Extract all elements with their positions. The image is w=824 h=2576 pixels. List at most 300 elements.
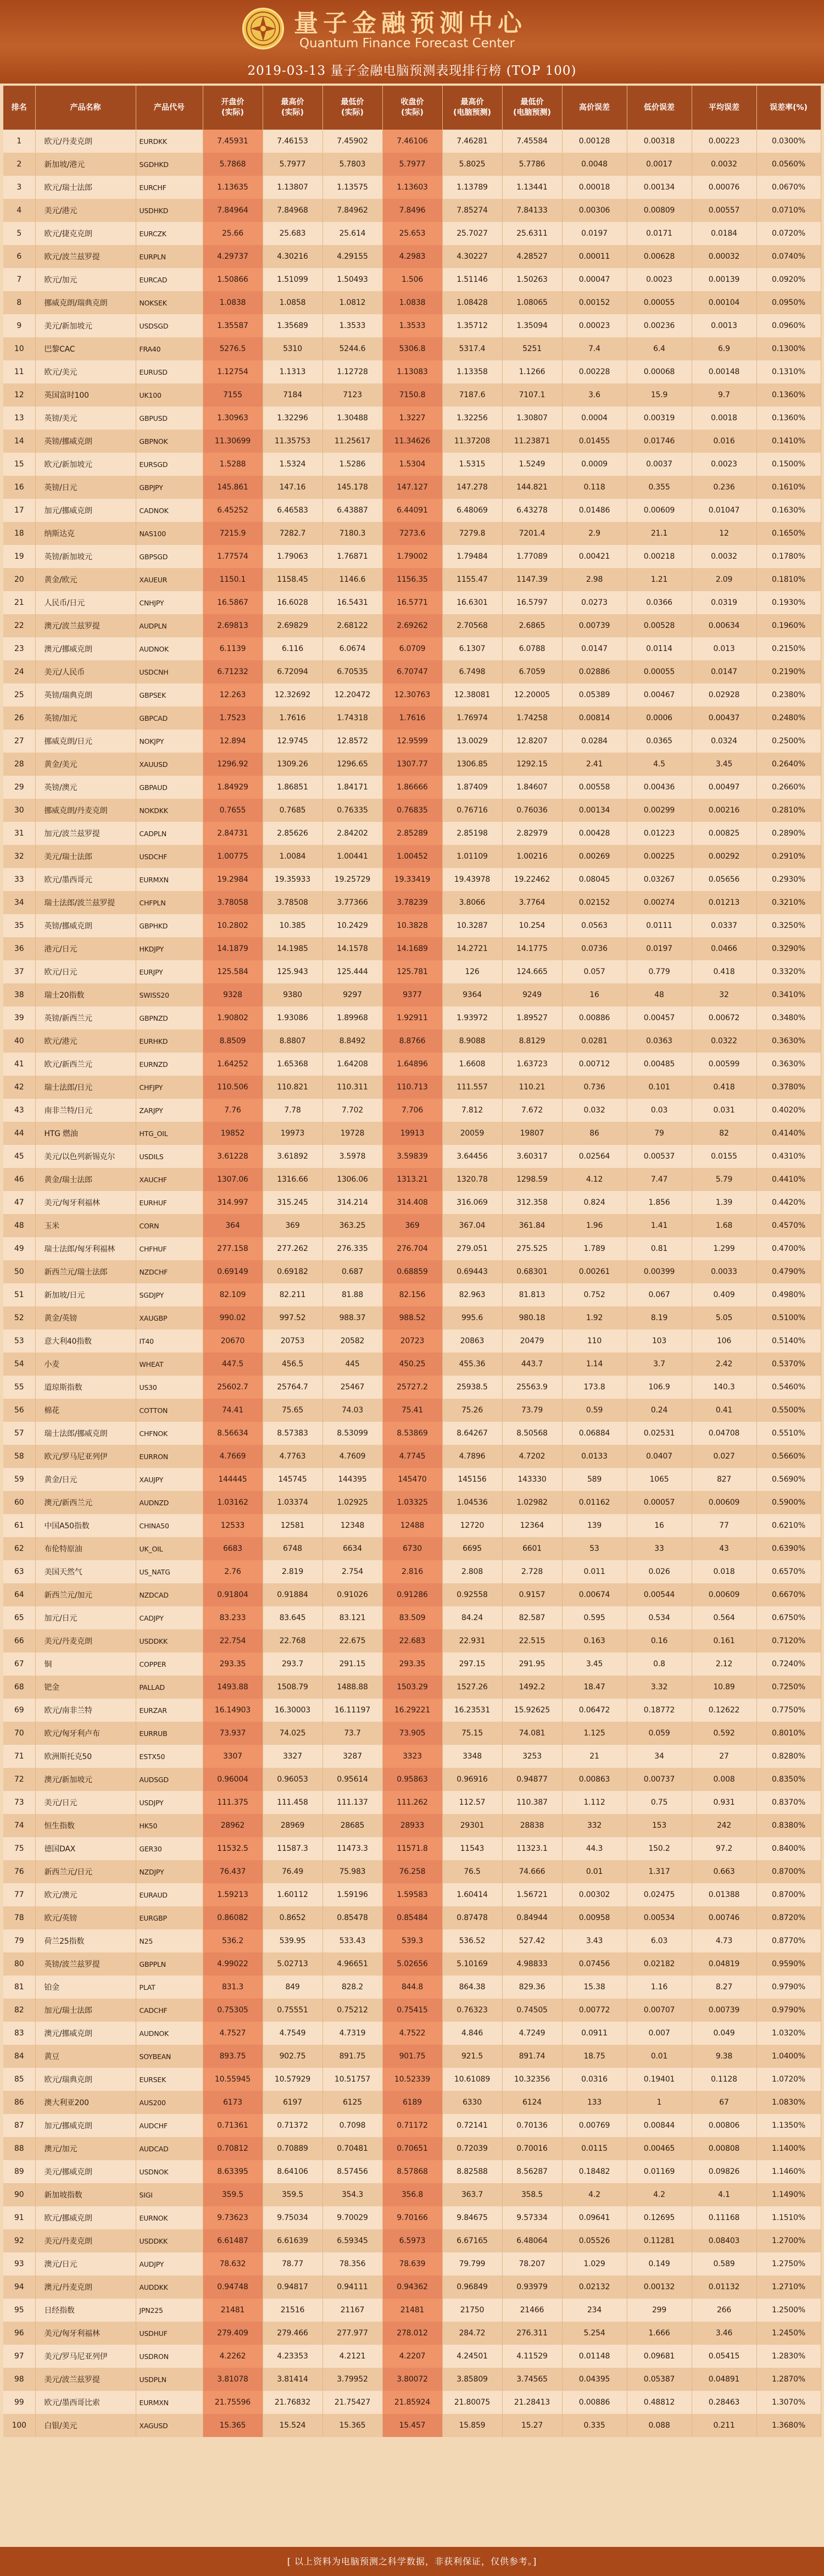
cell-low: 12.8572 bbox=[322, 730, 382, 753]
cell-close: 278.012 bbox=[382, 2322, 442, 2345]
cell-rank: 59 bbox=[3, 1468, 35, 1491]
cell-rank: 27 bbox=[3, 730, 35, 753]
cell-pred-low: 78.207 bbox=[502, 2252, 562, 2275]
cell-avg-err: 0.663 bbox=[692, 1860, 756, 1883]
table-row bbox=[3, 268, 821, 291]
cell-code: NOKSEK bbox=[136, 291, 203, 314]
cell-pred-low: 6.43278 bbox=[502, 499, 562, 522]
cell-low: 0.95614 bbox=[322, 1768, 382, 1791]
cell-code: XAUCHF bbox=[136, 1168, 203, 1191]
cell-low-err: 0.02531 bbox=[627, 1422, 692, 1445]
cell-high: 369 bbox=[263, 1214, 322, 1237]
cell-low: 16.11197 bbox=[322, 1699, 382, 1722]
cell-pred-high: 1306.85 bbox=[442, 753, 502, 776]
table-row bbox=[3, 1583, 821, 1606]
cell-close: 0.70651 bbox=[382, 2137, 442, 2160]
cell-name: 英镑/波兰兹罗提 bbox=[35, 1952, 136, 1976]
cell-pred-low: 1.84607 bbox=[502, 776, 562, 799]
cell-err-rate: 0.4420% bbox=[756, 1191, 821, 1214]
cell-low-err: 7.47 bbox=[627, 1168, 692, 1191]
cell-low: 110.311 bbox=[322, 1076, 382, 1099]
cell-low-err: 79 bbox=[627, 1122, 692, 1145]
cell-close: 276.704 bbox=[382, 1237, 442, 1260]
cell-code: HKDJPY bbox=[136, 937, 203, 960]
cell-pred-high: 367.04 bbox=[442, 1214, 502, 1237]
cell-err-rate: 0.3780% bbox=[756, 1076, 821, 1099]
cell-open: 6.61487 bbox=[203, 2229, 263, 2252]
cell-rank: 66 bbox=[3, 1629, 35, 1653]
cell-high-err: 0.0133 bbox=[562, 1445, 627, 1468]
cell-avg-err: 0.0155 bbox=[692, 1145, 756, 1168]
cell-pred-low: 0.74505 bbox=[502, 1999, 562, 2022]
cell-pred-high: 6330 bbox=[442, 2091, 502, 2114]
cell-high: 4.7763 bbox=[263, 1445, 322, 1468]
cell-pred-low: 4.7202 bbox=[502, 1445, 562, 1468]
cell-name: 意大利40指数 bbox=[35, 1329, 136, 1353]
cell-name: 新西兰元/加元 bbox=[35, 1583, 136, 1606]
cell-code: XAUGBP bbox=[136, 1306, 203, 1329]
cell-pred-low: 73.79 bbox=[502, 1399, 562, 1422]
cell-code: EURRON bbox=[136, 1445, 203, 1468]
cell-open: 7.84964 bbox=[203, 199, 263, 222]
cell-name: 澳元/波兰兹罗提 bbox=[35, 614, 136, 637]
cell-high: 74.025 bbox=[263, 1722, 322, 1745]
cell-pred-low: 25.6311 bbox=[502, 222, 562, 245]
cell-close: 6.5973 bbox=[382, 2229, 442, 2252]
cell-high: 0.94817 bbox=[263, 2275, 322, 2299]
table-row bbox=[3, 1191, 821, 1214]
cell-pred-low: 0.93979 bbox=[502, 2275, 562, 2299]
cell-err-rate: 0.1960% bbox=[756, 614, 821, 637]
table-row bbox=[3, 1606, 821, 1629]
cell-code: GBPHKD bbox=[136, 914, 203, 937]
cell-low: 25467 bbox=[322, 1376, 382, 1399]
cell-avg-err: 0.01388 bbox=[692, 1883, 756, 1906]
cell-code: NOKJPY bbox=[136, 730, 203, 753]
cell-open: 21481 bbox=[203, 2299, 263, 2322]
cell-low: 1.12728 bbox=[322, 360, 382, 383]
cell-high-err: 173.8 bbox=[562, 1376, 627, 1399]
cell-pred-high: 11.37208 bbox=[442, 430, 502, 453]
cell-avg-err: 0.41 bbox=[692, 1399, 756, 1422]
cell-pred-high: 0.76716 bbox=[442, 799, 502, 822]
cell-pred-low: 8.8129 bbox=[502, 1030, 562, 1053]
cell-err-rate: 0.3480% bbox=[756, 1006, 821, 1030]
cell-low: 73.7 bbox=[322, 1722, 382, 1745]
cell-low: 7.702 bbox=[322, 1099, 382, 1122]
cell-high-err: 0.00674 bbox=[562, 1583, 627, 1606]
cell-close: 21481 bbox=[382, 2299, 442, 2322]
cell-high-err: 0.0147 bbox=[562, 637, 627, 660]
cell-avg-err: 0.00609 bbox=[692, 1583, 756, 1606]
cell-open: 6.45252 bbox=[203, 499, 263, 522]
cell-err-rate: 1.3070% bbox=[756, 2391, 821, 2414]
cell-name: 新西兰元/瑞士法郎 bbox=[35, 1260, 136, 1283]
cell-rank: 96 bbox=[3, 2322, 35, 2345]
cell-close: 3.59839 bbox=[382, 1145, 442, 1168]
cell-close: 1.7616 bbox=[382, 706, 442, 730]
cell-high-err: 53 bbox=[562, 1537, 627, 1560]
cell-rank: 75 bbox=[3, 1837, 35, 1860]
cell-name: 欧元/瑞士法郎 bbox=[35, 176, 136, 199]
cell-code: WHEAT bbox=[136, 1353, 203, 1376]
cell-low-err: 0.00299 bbox=[627, 799, 692, 822]
cell-close: 22.683 bbox=[382, 1629, 442, 1653]
cell-close: 110.713 bbox=[382, 1076, 442, 1099]
table-row bbox=[3, 1306, 821, 1329]
cell-open: 1.59213 bbox=[203, 1883, 263, 1906]
cell-name: 玉米 bbox=[35, 1214, 136, 1237]
cell-close: 1.5304 bbox=[382, 453, 442, 476]
cell-low-err: 0.00068 bbox=[627, 360, 692, 383]
cell-code: EURPLN bbox=[136, 245, 203, 268]
cell-high: 10.385 bbox=[263, 914, 322, 937]
cell-low: 6125 bbox=[322, 2091, 382, 2114]
cell-err-rate: 0.4790% bbox=[756, 1260, 821, 1283]
table-row bbox=[3, 1006, 821, 1030]
cell-name: 欧元/英镑 bbox=[35, 1906, 136, 1929]
cell-code: SOYBEAN bbox=[136, 2045, 203, 2068]
cell-name: 美元/波兰兹罗提 bbox=[35, 2368, 136, 2391]
cell-pred-high: 16.23531 bbox=[442, 1699, 502, 1722]
cell-pred-high: 8.64267 bbox=[442, 1422, 502, 1445]
cell-err-rate: 1.0400% bbox=[756, 2045, 821, 2068]
cell-err-rate: 1.2830% bbox=[756, 2345, 821, 2368]
cell-pred-high: 0.69443 bbox=[442, 1260, 502, 1283]
cell-avg-err: 0.01132 bbox=[692, 2275, 756, 2299]
cell-avg-err: 0.05415 bbox=[692, 2345, 756, 2368]
cell-avg-err: 5.79 bbox=[692, 1168, 756, 1191]
cell-open: 6.1139 bbox=[203, 637, 263, 660]
cell-close: 7.706 bbox=[382, 1099, 442, 1122]
cell-high-err: 0.00152 bbox=[562, 291, 627, 314]
cell-pred-high: 75.26 bbox=[442, 1399, 502, 1422]
cell-avg-err: 0.09826 bbox=[692, 2160, 756, 2183]
cell-low-err: 0.16 bbox=[627, 1629, 692, 1653]
table-row bbox=[3, 2322, 821, 2345]
cell-low-err: 0.0006 bbox=[627, 706, 692, 730]
cell-close: 75.41 bbox=[382, 1399, 442, 1422]
cell-high-err: 0.00886 bbox=[562, 2391, 627, 2414]
cell-low: 4.7319 bbox=[322, 2022, 382, 2045]
cell-low: 1.5286 bbox=[322, 453, 382, 476]
cell-open: 20670 bbox=[203, 1329, 263, 1353]
cell-err-rate: 0.5690% bbox=[756, 1468, 821, 1491]
table-row bbox=[3, 983, 821, 1006]
cell-low: 291.15 bbox=[322, 1653, 382, 1676]
cell-err-rate: 0.0710% bbox=[756, 199, 821, 222]
cell-err-rate: 0.3320% bbox=[756, 960, 821, 983]
cell-pred-low: 6.48064 bbox=[502, 2229, 562, 2252]
cell-rank: 83 bbox=[3, 2022, 35, 2045]
cell-pred-low: 82.587 bbox=[502, 1606, 562, 1629]
cell-high-err: 0.0911 bbox=[562, 2022, 627, 2045]
cell-high: 82.211 bbox=[263, 1283, 322, 1306]
cell-close: 0.94362 bbox=[382, 2275, 442, 2299]
cell-low: 1.0812 bbox=[322, 291, 382, 314]
cell-low-err: 33 bbox=[627, 1537, 692, 1560]
cell-name: 英镑/挪威克朗 bbox=[35, 914, 136, 937]
cell-avg-err: 67 bbox=[692, 2091, 756, 2114]
cell-close: 1503.29 bbox=[382, 1676, 442, 1699]
cell-code: USDCHF bbox=[136, 845, 203, 868]
cell-close: 14.1689 bbox=[382, 937, 442, 960]
cell-high-err: 3.6 bbox=[562, 383, 627, 407]
cell-avg-err: 0.04891 bbox=[692, 2368, 756, 2391]
cell-open: 0.69149 bbox=[203, 1260, 263, 1283]
cell-high: 3327 bbox=[263, 1745, 322, 1768]
table-row bbox=[3, 868, 821, 891]
table-row bbox=[3, 845, 821, 868]
cell-open: 14.1879 bbox=[203, 937, 263, 960]
cell-high-err: 0.0284 bbox=[562, 730, 627, 753]
cell-err-rate: 0.8700% bbox=[756, 1883, 821, 1906]
cell-low: 1488.88 bbox=[322, 1676, 382, 1699]
cell-code: GBPAUD bbox=[136, 776, 203, 799]
cell-rank: 88 bbox=[3, 2137, 35, 2160]
cell-code: EURNZD bbox=[136, 1053, 203, 1076]
cell-close: 125.781 bbox=[382, 960, 442, 983]
cell-high-err: 44.3 bbox=[562, 1837, 627, 1860]
cell-rank: 1 bbox=[3, 130, 35, 153]
column-header-close: 收盘价 (实际) bbox=[382, 86, 442, 130]
cell-pred-low: 0.68301 bbox=[502, 1260, 562, 1283]
cell-rank: 53 bbox=[3, 1329, 35, 1353]
cell-high: 359.5 bbox=[263, 2183, 322, 2206]
cell-low-err: 0.00544 bbox=[627, 1583, 692, 1606]
cell-open: 364 bbox=[203, 1214, 263, 1237]
cell-avg-err: 0.04708 bbox=[692, 1422, 756, 1445]
cell-close: 1.506 bbox=[382, 268, 442, 291]
cell-high: 1.32296 bbox=[263, 407, 322, 430]
cell-low: 1.89968 bbox=[322, 1006, 382, 1030]
cell-pred-high: 1.13358 bbox=[442, 360, 502, 383]
cell-pred-low: 14.1775 bbox=[502, 937, 562, 960]
cell-high-err: 0.00306 bbox=[562, 199, 627, 222]
cell-avg-err: 0.00216 bbox=[692, 799, 756, 822]
cell-high: 147.16 bbox=[263, 476, 322, 499]
cell-low-err: 1 bbox=[627, 2091, 692, 2114]
cell-pred-low: 9.57334 bbox=[502, 2206, 562, 2229]
cell-avg-err: 0.0013 bbox=[692, 314, 756, 337]
cell-avg-err: 0.0033 bbox=[692, 1260, 756, 1283]
cell-code: SIGI bbox=[136, 2183, 203, 2206]
cell-close: 6.70747 bbox=[382, 660, 442, 683]
cell-rank: 100 bbox=[3, 2414, 35, 2437]
cell-high-err: 0.02152 bbox=[562, 891, 627, 914]
cell-pred-low: 19.22462 bbox=[502, 868, 562, 891]
cell-open: 8.8509 bbox=[203, 1030, 263, 1053]
cell-low-err: 48 bbox=[627, 983, 692, 1006]
cell-low: 0.75212 bbox=[322, 1999, 382, 2022]
cell-pred-low: 6124 bbox=[502, 2091, 562, 2114]
cell-low-err: 0.00485 bbox=[627, 1053, 692, 1076]
cell-open: 1.64252 bbox=[203, 1053, 263, 1076]
cell-err-rate: 1.2500% bbox=[756, 2299, 821, 2322]
cell-code: ZARJPY bbox=[136, 1099, 203, 1122]
cell-pred-low: 15.27 bbox=[502, 2414, 562, 2437]
cell-high-err: 0.06472 bbox=[562, 1699, 627, 1722]
cell-high-err: 0.824 bbox=[562, 1191, 627, 1214]
cell-open: 3.61228 bbox=[203, 1145, 263, 1168]
cell-rank: 78 bbox=[3, 1906, 35, 1929]
cell-avg-err: 0.00148 bbox=[692, 360, 756, 383]
cell-open: 1.13635 bbox=[203, 176, 263, 199]
cell-rank: 4 bbox=[3, 199, 35, 222]
cell-avg-err: 0.00672 bbox=[692, 1006, 756, 1030]
cell-close: 1.92911 bbox=[382, 1006, 442, 1030]
cell-pred-high: 1.6608 bbox=[442, 1053, 502, 1076]
cell-low-err: 1.41 bbox=[627, 1214, 692, 1237]
cell-open: 536.2 bbox=[203, 1929, 263, 1952]
table-row bbox=[3, 614, 821, 637]
cell-high-err: 0.0048 bbox=[562, 153, 627, 176]
cell-high: 28969 bbox=[263, 1814, 322, 1837]
cell-low-err: 0.059 bbox=[627, 1722, 692, 1745]
cell-high: 7.84968 bbox=[263, 199, 322, 222]
cell-close: 2.85289 bbox=[382, 822, 442, 845]
cell-avg-err: 0.161 bbox=[692, 1629, 756, 1653]
cell-high: 0.7685 bbox=[263, 799, 322, 822]
cell-open: 1.0838 bbox=[203, 291, 263, 314]
cell-rank: 49 bbox=[3, 1237, 35, 1260]
cell-open: 1.30963 bbox=[203, 407, 263, 430]
cell-avg-err: 0.00557 bbox=[692, 199, 756, 222]
cell-pred-low: 275.525 bbox=[502, 1237, 562, 1260]
cell-rank: 81 bbox=[3, 1976, 35, 1999]
cell-high-err: 0.02132 bbox=[562, 2275, 627, 2299]
cell-open: 1.03162 bbox=[203, 1491, 263, 1514]
cell-open: 7215.9 bbox=[203, 522, 263, 545]
cell-low-err: 0.00319 bbox=[627, 407, 692, 430]
cell-low-err: 0.00707 bbox=[627, 1999, 692, 2022]
cell-pred-low: 7.672 bbox=[502, 1099, 562, 1122]
cell-name: 澳元/新加坡元 bbox=[35, 1768, 136, 1791]
cell-high: 16.30003 bbox=[263, 1699, 322, 1722]
cell-err-rate: 0.1810% bbox=[756, 568, 821, 591]
cell-high: 1.35689 bbox=[263, 314, 322, 337]
cell-rank: 35 bbox=[3, 914, 35, 937]
table-row bbox=[3, 199, 821, 222]
cell-err-rate: 1.3680% bbox=[756, 2414, 821, 2437]
cell-high-err: 0.00128 bbox=[562, 130, 627, 153]
cell-pred-low: 443.7 bbox=[502, 1353, 562, 1376]
cell-name: 欧元/丹麦克朗 bbox=[35, 130, 136, 153]
cell-avg-err: 0.11168 bbox=[692, 2206, 756, 2229]
cell-pred-high: 1.93972 bbox=[442, 1006, 502, 1030]
cell-name: 瑞士法郎/日元 bbox=[35, 1076, 136, 1099]
cell-low-err: 0.00318 bbox=[627, 130, 692, 153]
cell-code: CHFNOK bbox=[136, 1422, 203, 1445]
cell-low: 1146.6 bbox=[322, 568, 382, 591]
cell-pred-low: 15.92625 bbox=[502, 1699, 562, 1722]
cell-low: 1.59196 bbox=[322, 1883, 382, 1906]
cell-avg-err: 0.018 bbox=[692, 1560, 756, 1583]
cell-low: 9.70029 bbox=[322, 2206, 382, 2229]
cell-avg-err: 1.39 bbox=[692, 1191, 756, 1214]
cell-rank: 61 bbox=[3, 1514, 35, 1537]
cell-rank: 43 bbox=[3, 1099, 35, 1122]
cell-high: 1.7616 bbox=[263, 706, 322, 730]
cell-rank: 76 bbox=[3, 1860, 35, 1883]
cell-close: 78.639 bbox=[382, 2252, 442, 2275]
cell-open: 0.94748 bbox=[203, 2275, 263, 2299]
cell-avg-err: 0.013 bbox=[692, 637, 756, 660]
cell-err-rate: 0.2480% bbox=[756, 706, 821, 730]
cell-pred-low: 124.665 bbox=[502, 960, 562, 983]
cell-code: SGDJPY bbox=[136, 1283, 203, 1306]
cell-pred-high: 316.069 bbox=[442, 1191, 502, 1214]
cell-pred-high: 284.72 bbox=[442, 2322, 502, 2345]
cell-name: 加元/挪威克朗 bbox=[35, 2114, 136, 2137]
cell-pred-high: 455.36 bbox=[442, 1353, 502, 1376]
cell-name: 欧元/墨西哥比索 bbox=[35, 2391, 136, 2414]
cell-open: 4.7669 bbox=[203, 1445, 263, 1468]
cell-pred-low: 6601 bbox=[502, 1537, 562, 1560]
cell-high-err: 0.00421 bbox=[562, 545, 627, 568]
table-row bbox=[3, 822, 821, 845]
cell-high-err: 0.0563 bbox=[562, 914, 627, 937]
table-row bbox=[3, 1376, 821, 1399]
cell-high: 14.1985 bbox=[263, 937, 322, 960]
cell-pred-high: 6.7498 bbox=[442, 660, 502, 683]
cell-rank: 47 bbox=[3, 1191, 35, 1214]
brand-emblem-icon bbox=[244, 9, 282, 48]
column-header-err-rate: 误差率(%) bbox=[756, 86, 821, 130]
cell-pred-high: 1.5315 bbox=[442, 453, 502, 476]
cell-rank: 14 bbox=[3, 430, 35, 453]
table-row bbox=[3, 1283, 821, 1306]
table-row bbox=[3, 1676, 821, 1699]
cell-err-rate: 0.1930% bbox=[756, 591, 821, 614]
cell-high: 0.75551 bbox=[263, 1999, 322, 2022]
cell-avg-err: 27 bbox=[692, 1745, 756, 1768]
cell-close: 9377 bbox=[382, 983, 442, 1006]
cell-rank: 36 bbox=[3, 937, 35, 960]
cell-high-err: 0.59 bbox=[562, 1399, 627, 1422]
cell-low-err: 0.026 bbox=[627, 1560, 692, 1583]
table-row bbox=[3, 2229, 821, 2252]
table-row bbox=[3, 1053, 821, 1076]
cell-pred-low: 1.00216 bbox=[502, 845, 562, 868]
cell-low: 1.13575 bbox=[322, 176, 382, 199]
cell-open: 1.5288 bbox=[203, 453, 263, 476]
cell-name: 欧元/波兰兹罗提 bbox=[35, 245, 136, 268]
cell-low-err: 0.101 bbox=[627, 1076, 692, 1099]
cell-pred-low: 20479 bbox=[502, 1329, 562, 1353]
cell-close: 12.9599 bbox=[382, 730, 442, 753]
cell-high-err: 0.05389 bbox=[562, 683, 627, 706]
cell-err-rate: 0.0720% bbox=[756, 222, 821, 245]
table-row bbox=[3, 1537, 821, 1560]
cell-low: 4.29155 bbox=[322, 245, 382, 268]
cell-low: 4.2121 bbox=[322, 2345, 382, 2368]
cell-name: 白银/美元 bbox=[35, 2414, 136, 2437]
cell-code: EURHUF bbox=[136, 1191, 203, 1214]
cell-name: 瑞士法郎/匈牙利福林 bbox=[35, 1237, 136, 1260]
cell-open: 1.50866 bbox=[203, 268, 263, 291]
cell-high: 1.5324 bbox=[263, 453, 322, 476]
cell-name: 美国天然气 bbox=[35, 1560, 136, 1583]
cell-err-rate: 1.1460% bbox=[756, 2160, 821, 2183]
cell-low: 314.214 bbox=[322, 1191, 382, 1214]
cell-high-err: 0.00269 bbox=[562, 845, 627, 868]
cell-close: 1.79002 bbox=[382, 545, 442, 568]
cell-avg-err: 77 bbox=[692, 1514, 756, 1537]
cell-high-err: 0.011 bbox=[562, 1560, 627, 1583]
cell-rank: 45 bbox=[3, 1145, 35, 1168]
cell-pred-low: 6.0788 bbox=[502, 637, 562, 660]
